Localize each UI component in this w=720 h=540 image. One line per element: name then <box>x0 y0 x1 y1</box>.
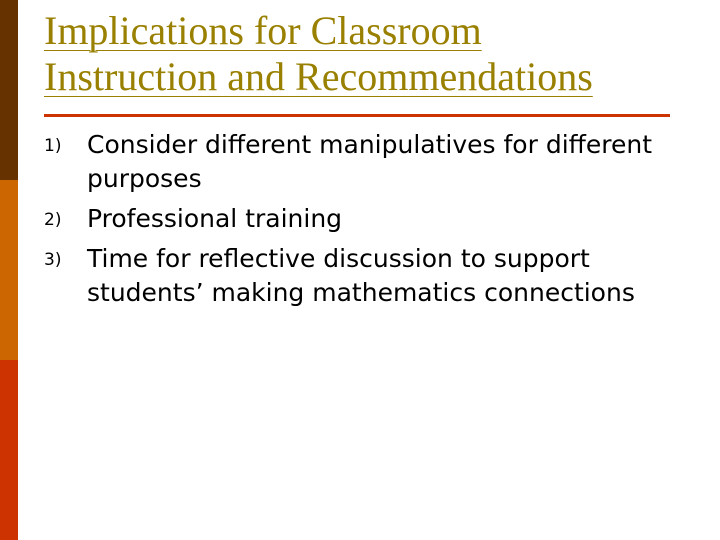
slide-title-line-1 <box>44 8 664 54</box>
sidebar-segment-top <box>0 0 18 180</box>
list-item-number: 1) <box>44 136 62 156</box>
list-item-number: 2) <box>44 210 62 230</box>
list-item <box>44 128 684 196</box>
list-item <box>44 202 684 236</box>
slide-title <box>44 8 664 100</box>
sidebar-accent-bar <box>0 0 18 540</box>
slide-title-line-2 <box>44 54 664 100</box>
list-item <box>44 242 684 310</box>
sidebar-segment-middle <box>0 180 18 360</box>
sidebar-segment-bottom <box>0 360 18 540</box>
slide-title-line-1-text: Implications for Classroom <box>44 8 482 53</box>
list-item-text: Time for reflective discussion to support students’ making mathematics connections <box>87 244 635 307</box>
title-underline-rule <box>44 114 670 117</box>
recommendations-list <box>44 128 684 316</box>
slide-title-line-2-text: Instruction and Recommendations <box>44 54 593 99</box>
list-item-text: Consider different manipulatives for different purposes <box>87 130 653 193</box>
list-item-text: Professional training <box>87 204 343 233</box>
list-item-number: 3) <box>44 250 62 270</box>
